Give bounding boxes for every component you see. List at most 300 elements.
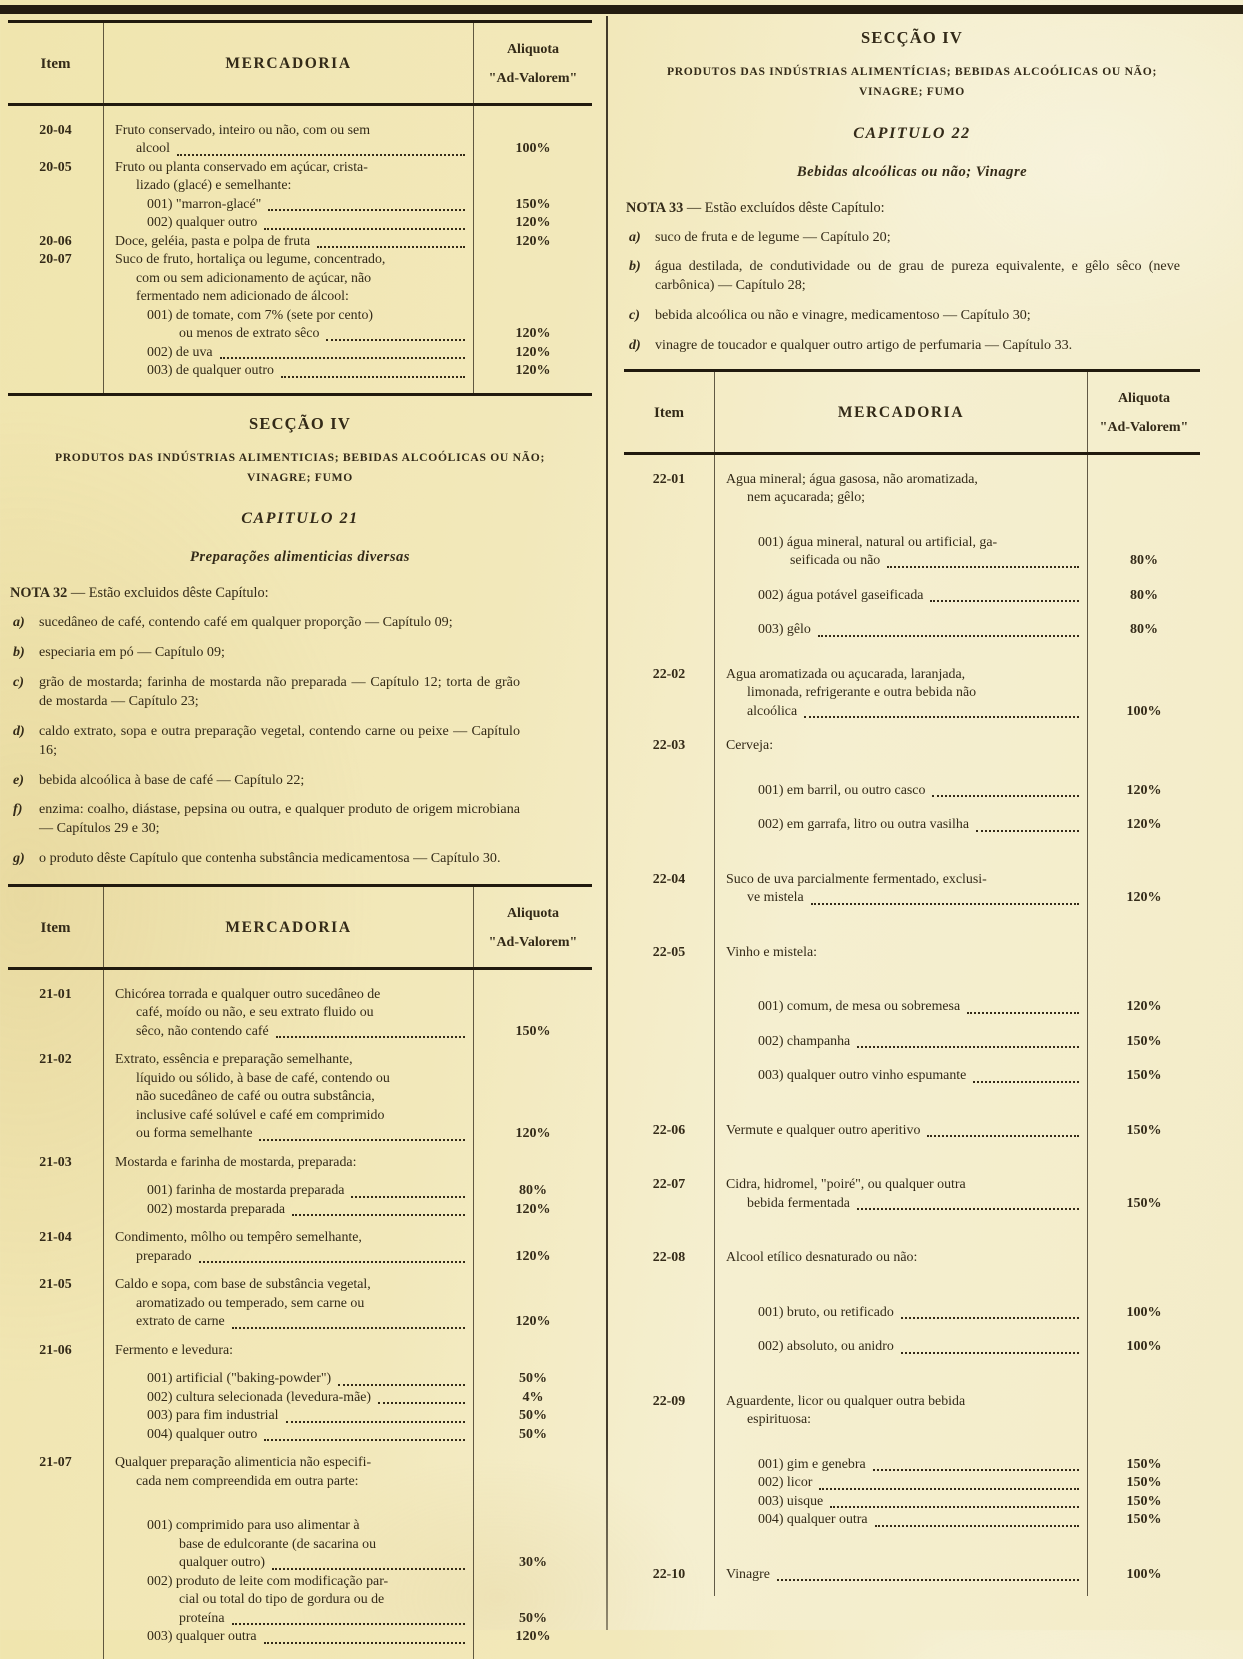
table-row-line — [8, 288, 592, 307]
note-text: suco de fruta e de legume — Capítulo 20; — [655, 228, 891, 245]
mercadoria-text: cial ou total do tipo de gordura ou de — [179, 1592, 385, 1608]
aliquota-value: 150% — [1126, 1195, 1162, 1211]
aliquota-value: 150% — [515, 1023, 551, 1039]
aliquota-value: 100% — [1126, 1304, 1162, 1320]
header-item-label: Item — [40, 55, 71, 72]
exclusion-note — [624, 257, 1180, 295]
dotted-leader — [317, 246, 465, 248]
mercadoria-text: 002) champanha — [714, 1033, 1088, 1052]
item-code: 22-02 — [652, 666, 686, 682]
aliquota-value: 120% — [515, 363, 551, 379]
mercadoria-text: 003) para fim industrial — [103, 1407, 474, 1426]
exclusion-note — [8, 800, 520, 838]
table-row-line — [8, 1407, 592, 1426]
table-row-line — [8, 270, 592, 289]
mercadoria-text: nem açucarada; gêlo; — [747, 490, 866, 506]
dotted-leader — [272, 1568, 465, 1570]
item-code: 21-05 — [39, 1277, 72, 1293]
mercadoria-text: Vermute e qualquer outro aperitivo — [714, 1122, 1088, 1141]
item-code: 20-06 — [39, 233, 72, 249]
table-header — [624, 372, 1200, 455]
table-row-line — [624, 1122, 1200, 1141]
table-row-line — [624, 1338, 1200, 1357]
note-text: vinagre de toucador e qualquer outro artigo de perfumaria — Capítulo 33. — [655, 337, 1073, 354]
aliquota-value: 30% — [519, 1555, 547, 1571]
item-code: 22-10 — [652, 1566, 686, 1582]
mercadoria-text: Extrato, essência e preparação semelhante, — [115, 1052, 353, 1068]
exclusion-note — [8, 849, 520, 868]
table-row-line — [624, 1411, 1200, 1430]
note-intro-text: — Estão excluídos dêste Capítulo: — [686, 199, 885, 216]
header-item-label: Item — [40, 919, 71, 936]
table-row-line — [8, 1051, 592, 1070]
exclusion-notes-list — [624, 228, 1200, 355]
note-text: enzima: coalho, diástase, pepsina ou outra, e qualquer produto de origem microbiana — Capítulos 29 e 30; — [39, 801, 520, 837]
table-row-line — [624, 1067, 1200, 1086]
table-row-line — [624, 998, 1200, 1017]
aliquota-value: 120% — [515, 326, 551, 342]
table-row-line — [8, 1182, 592, 1201]
note-letter: c) — [629, 307, 640, 324]
dotted-leader — [276, 1036, 465, 1038]
note-text: água destilada, de condutividade ou de grau de pureza equivalente, e gêlo sêco (neve carbônica) — Capítulo 28; — [655, 258, 1180, 294]
note-letter: c) — [13, 674, 24, 691]
dotted-leader — [264, 1439, 465, 1441]
chapter-title: CAPITULO 21 — [241, 510, 359, 528]
table-row-line — [8, 1370, 592, 1389]
mercadoria-text: Suco de fruto, hortaliça ou legume, concentrado, — [115, 252, 386, 268]
table-row-line — [8, 1088, 592, 1107]
table-row-line — [624, 1456, 1200, 1475]
section-title: SECÇÃO IV — [860, 28, 964, 47]
mercadoria-text: Condimento, môlho ou tempêro semelhante, — [115, 1230, 362, 1246]
table-row-line — [624, 1033, 1200, 1052]
mercadoria-text: extrato de carne — [103, 1313, 474, 1332]
column-divider-line — [606, 16, 608, 1630]
mercadoria-text: 002) absoluto, ou anidro — [714, 1338, 1088, 1357]
aliquota-value: 150% — [1126, 1068, 1162, 1084]
page-top-rule — [0, 5, 1243, 14]
dotted-leader — [351, 1196, 465, 1198]
aliquota-value: 150% — [1126, 1122, 1162, 1138]
aliquota-value: 150% — [1126, 1475, 1162, 1491]
table-row-line — [8, 1248, 592, 1267]
mercadoria-text: Agua aromatizada ou açucarada, laranjada, — [726, 666, 966, 682]
mercadoria-text: 002) água potável gaseificada — [714, 587, 1088, 606]
table-row-line — [624, 816, 1200, 835]
header-mercadoria-label: MERCADORIA — [837, 404, 965, 422]
table-row-line — [8, 251, 592, 270]
dotted-leader — [264, 1642, 465, 1644]
mercadoria-text: Fruto conservado, inteiro ou não, com ou sem — [115, 122, 370, 138]
dotted-leader — [976, 830, 1079, 832]
column-rule-item — [103, 887, 104, 1659]
exclusion-notes-list — [8, 613, 592, 868]
table-header — [8, 887, 592, 970]
note-letter: b) — [629, 258, 641, 275]
table-row-line — [8, 1107, 592, 1126]
tariff-table-chapter20 — [8, 20, 592, 396]
table-row-line — [8, 122, 592, 141]
item-code: 22-01 — [652, 471, 686, 487]
mercadoria-text: 001) em barril, ou outro casco — [714, 782, 1088, 801]
item-code: 22-06 — [652, 1122, 686, 1138]
aliquota-value: 150% — [1126, 1033, 1162, 1049]
aliquota-value: 120% — [1126, 890, 1162, 906]
note-intro — [624, 200, 1200, 217]
dotted-leader — [830, 1506, 1079, 1508]
table-row-line — [8, 196, 592, 215]
mercadoria-text: 001) bruto, ou retificado — [714, 1304, 1088, 1323]
aliquota-value: 120% — [1126, 817, 1162, 833]
note-letter: a) — [13, 614, 25, 631]
dotted-leader — [286, 1421, 465, 1423]
note-letter: d) — [13, 722, 25, 739]
aliquota-value: 80% — [1130, 622, 1158, 638]
note-number: NOTA 32 — [10, 585, 68, 602]
dotted-leader — [857, 1046, 1079, 1048]
note-text: caldo extrato, sopa e outra preparação vegetal, contendo carne ou peixe — Capítulo 16; — [39, 722, 520, 758]
item-code: 21-04 — [39, 1230, 72, 1246]
mercadoria-text: 003) uisque — [714, 1493, 1088, 1512]
table-row-line — [624, 1249, 1200, 1268]
dotted-leader — [887, 566, 1079, 568]
table-row-line — [8, 1295, 592, 1314]
table-row-line — [8, 1276, 592, 1295]
aliquota-value: 120% — [515, 215, 551, 231]
aliquota-value: 80% — [1130, 553, 1158, 569]
table-row-line — [8, 1454, 592, 1473]
mercadoria-text: Suco de uva parcialmente fermentado, exclusi- — [726, 871, 987, 887]
table-row-line — [624, 552, 1200, 571]
dotted-leader — [901, 1317, 1079, 1319]
dotted-leader — [232, 1623, 465, 1625]
mercadoria-text: Chicórea torrada e qualquer outro sucedâneo de — [115, 986, 381, 1002]
section-title: SECÇÃO IV — [248, 413, 352, 433]
table-row-line — [8, 1125, 592, 1144]
mercadoria-text: 001) comum, de mesa ou sobremesa — [714, 998, 1088, 1017]
dotted-leader — [875, 1525, 1079, 1527]
aliquota-value: 120% — [515, 1314, 551, 1330]
mercadoria-text: 002) mostarda preparada — [103, 1201, 474, 1220]
table-row-line — [624, 1566, 1200, 1585]
mercadoria-text: 001) "marron-glacé" — [103, 196, 474, 215]
mercadoria-text: alcoólica — [714, 703, 1088, 722]
mercadoria-text: Aguardente, licor ou qualquer outra bebida — [726, 1393, 966, 1409]
mercadoria-text: Cidra, hidromel, "poiré", ou qualquer outra — [726, 1177, 966, 1193]
item-code: 22-03 — [652, 738, 686, 754]
mercadoria-text: ou forma semelhante — [103, 1125, 474, 1144]
table-row-line — [624, 1195, 1200, 1214]
table-row-line — [8, 362, 592, 381]
mercadoria-text: qualquer outro) — [103, 1554, 474, 1573]
note-number: NOTA 33 — [626, 199, 684, 216]
table-row-line — [624, 703, 1200, 722]
mercadoria-text: 003) gêlo — [714, 621, 1088, 640]
table-row-line — [624, 871, 1200, 890]
note-text: bebida alcoólica à base de café — Capítulo 22; — [39, 771, 305, 788]
table-row-line — [624, 621, 1200, 640]
section-subtitle-line2: VINAGRE; FUMO — [246, 471, 354, 485]
aliquota-value: 4% — [522, 1389, 544, 1405]
dotted-leader — [932, 795, 1079, 797]
exclusion-note — [624, 306, 1180, 325]
table-row-line — [8, 1201, 592, 1220]
dotted-leader — [268, 209, 465, 211]
table-row-line — [624, 471, 1200, 490]
table-row-line — [8, 1473, 592, 1492]
dotted-leader — [777, 1579, 1079, 1581]
item-code: 20-07 — [39, 252, 72, 268]
mercadoria-text: 003) de qualquer outro — [103, 362, 474, 381]
mercadoria-text: sêco, não contendo café — [103, 1023, 474, 1042]
table-body — [8, 106, 592, 393]
aliquota-value: 50% — [519, 1371, 547, 1387]
dotted-leader — [811, 903, 1079, 905]
right-column — [624, 24, 1200, 1596]
table-row-line — [8, 1342, 592, 1361]
table-row-line — [624, 889, 1200, 908]
header-aliquota-label — [1088, 384, 1200, 443]
mercadoria-text: Alcool etílico desnaturado ou não: — [726, 1250, 918, 1266]
aliquota-value: 150% — [1126, 1456, 1162, 1472]
mercadoria-text: 003) qualquer outra — [103, 1628, 474, 1647]
mercadoria-text: bebida fermentada — [714, 1195, 1088, 1214]
dotted-leader — [927, 1135, 1079, 1137]
table-row-line — [8, 177, 592, 196]
table-row-line — [8, 1591, 592, 1610]
table-row-line — [8, 1070, 592, 1089]
header-item-label: Item — [654, 404, 684, 421]
note-intro-text: — Estão excluidos dêste Capítulo: — [70, 585, 269, 602]
dotted-leader — [967, 1012, 1079, 1014]
mercadoria-text: Caldo e sopa, com base de substância vegetal, — [115, 1277, 371, 1293]
dotted-leader — [804, 716, 1079, 718]
item-code: 22-07 — [652, 1177, 686, 1193]
aliquota-value: 100% — [515, 141, 551, 157]
dotted-leader — [338, 1384, 465, 1386]
mercadoria-text: Mostarda e farinha de mostarda, preparada: — [115, 1154, 357, 1170]
table-row-line — [8, 1313, 592, 1332]
table-row-line — [624, 944, 1200, 963]
item-code: 21-02 — [39, 1052, 72, 1068]
mercadoria-text: proteína — [103, 1610, 474, 1629]
table-row-line — [8, 1389, 592, 1408]
mercadoria-text: 001) gim e genebra — [714, 1456, 1088, 1475]
item-code: 21-07 — [39, 1455, 72, 1471]
item-code: 22-09 — [652, 1393, 686, 1409]
table-row-line — [624, 1511, 1200, 1530]
header-aliquota-line1: Aliquota — [506, 42, 560, 57]
mercadoria-text: 002) cultura selecionada (levedura-mãe) — [103, 1389, 474, 1408]
aliquota-value: 120% — [515, 344, 551, 360]
mercadoria-text: Fruto ou planta conservado em açúcar, crista- — [115, 159, 368, 175]
mercadoria-text: com ou sem adicionamento de açúcar, não — [136, 270, 372, 286]
table-row-line — [624, 1474, 1200, 1493]
table-body — [624, 455, 1200, 1597]
note-letter: f) — [13, 801, 23, 818]
mercadoria-text: 001) farinha de mostarda preparada — [103, 1182, 474, 1201]
header-aliquota-line2: "Ad-Valorem" — [488, 935, 578, 951]
dotted-leader — [220, 357, 465, 359]
note-text: o produto dêste Capítulo que contenha substância medicamentosa — Capítulo 30. — [39, 850, 501, 867]
aliquota-value: 150% — [1126, 1512, 1162, 1528]
mercadoria-text: 001) de tomate, com 7% (sete por cento) — [147, 307, 374, 323]
aliquota-value: 150% — [515, 196, 551, 212]
section-subtitle-line1: PRODUTOS DAS INDÚSTRIAS ALIMENTÍCIAS; BEBIDAS ALCOÓLICAS OU NÃO; — [666, 65, 1158, 78]
mercadoria-text: lizado (glacé) e semelhante: — [136, 178, 292, 194]
table-row-line — [624, 1176, 1200, 1195]
table-row-line — [8, 344, 592, 363]
note-text: sucedâneo de café, contendo café em qualquer proporção — Capítulo 09; — [39, 614, 453, 631]
exclusion-note — [8, 613, 520, 632]
dotted-leader — [292, 1214, 465, 1216]
table-row-line — [8, 1154, 592, 1173]
dotted-leader — [818, 635, 1079, 637]
mercadoria-text: líquido ou sólido, à base de café, contendo ou — [136, 1070, 390, 1086]
note-letter: d) — [629, 337, 641, 354]
exclusion-note — [624, 336, 1180, 355]
dotted-leader — [264, 228, 465, 230]
chapter-title: CAPITULO 22 — [853, 124, 971, 142]
mercadoria-text: preparado — [103, 1248, 474, 1267]
note-intro — [8, 585, 592, 602]
table-row-line — [624, 666, 1200, 685]
table-row-line — [624, 684, 1200, 703]
column-rule-item — [103, 23, 104, 393]
mercadoria-text: Vinho e mistela: — [726, 944, 817, 960]
item-code: 21-06 — [39, 1342, 72, 1358]
aliquota-value: 100% — [1126, 703, 1162, 719]
dotted-leader — [857, 1208, 1079, 1210]
aliquota-value: 120% — [515, 1201, 551, 1217]
mercadoria-text: fermentado nem adicionado de álcool: — [136, 289, 349, 305]
dotted-leader — [199, 1261, 465, 1263]
mercadoria-text: café, moído ou não, e seu extrato fluido ou — [136, 1005, 374, 1021]
table-row-line — [8, 1554, 592, 1573]
aliquota-value: 50% — [519, 1426, 547, 1442]
table-header — [8, 23, 592, 106]
table-row-line — [8, 159, 592, 178]
section-subtitle-line2: VINAGRE; FUMO — [858, 85, 966, 99]
table-row-line — [624, 1493, 1200, 1512]
aliquota-value: 80% — [1130, 587, 1158, 603]
dotted-leader — [177, 154, 465, 156]
mercadoria-text: limonada, refrigerante e outra bebida não — [747, 685, 977, 701]
table-row-line — [8, 1426, 592, 1445]
table-row-line — [8, 1229, 592, 1248]
mercadoria-text: base de edulcorante (de sacarina ou — [179, 1536, 377, 1552]
mercadoria-text: aromatizado ou temperado, sem carne ou — [136, 1295, 365, 1311]
table-row-line — [8, 1610, 592, 1629]
mercadoria-text: Fermento e levedura: — [115, 1342, 234, 1358]
exclusion-note — [624, 228, 1180, 247]
header-aliquota-label — [474, 899, 592, 958]
exclusion-note — [8, 722, 520, 760]
mercadoria-text: Qualquer preparação alimenticia não especifi- — [115, 1455, 372, 1471]
aliquota-value: 120% — [515, 1126, 551, 1142]
section-subtitle-line1: PRODUTOS DAS INDÚSTRIAS ALIMENTICIAS; BEBIDAS ALCOÓLICAS OU NÃO; — [54, 450, 546, 464]
exclusion-note — [8, 771, 520, 790]
note-text: grão de mostarda; farinha de mostarda não preparada — Capítulo 12; torta de grão de mostarda — Capítulo 23; — [39, 674, 520, 709]
table-row-line — [624, 534, 1200, 553]
aliquota-value: 100% — [1126, 1339, 1162, 1355]
exclusion-note — [8, 673, 520, 711]
aliquota-value: 80% — [519, 1183, 547, 1199]
mercadoria-text: Cerveja: — [726, 738, 774, 754]
table-row-line — [624, 737, 1200, 756]
left-column — [8, 20, 592, 1659]
section-heading-capitulo22 — [624, 28, 1200, 355]
aliquota-value: 120% — [1126, 999, 1162, 1015]
column-rule-aliquota — [473, 23, 474, 393]
chapter-subtitle: Preparações alimenticias diversas — [190, 549, 410, 566]
mercadoria-text: 002) de uva — [103, 344, 474, 363]
table-row-line — [624, 489, 1200, 508]
note-letter: a) — [629, 228, 641, 245]
aliquota-value: 100% — [1126, 1566, 1162, 1582]
mercadoria-text: Vinagre — [714, 1566, 1088, 1585]
note-letter: e) — [13, 771, 24, 788]
mercadoria-text: alcool — [103, 140, 474, 159]
table-row-line — [8, 1536, 592, 1555]
table-row-line — [624, 782, 1200, 801]
table-row-line — [8, 325, 592, 344]
header-aliquota-line2: "Ad-Valorem" — [488, 71, 578, 87]
table-row-line — [8, 140, 592, 159]
dotted-leader — [873, 1469, 1079, 1471]
section-subtitle — [624, 62, 1200, 103]
mercadoria-text: 004) qualquer outro — [103, 1426, 474, 1445]
item-code: 21-03 — [39, 1154, 72, 1170]
item-code: 22-08 — [652, 1250, 686, 1266]
dotted-leader — [259, 1139, 465, 1141]
section-heading-capitulo21 — [8, 414, 592, 868]
mercadoria-text: Doce, geléia, pasta e polpa de fruta — [103, 233, 474, 252]
item-code: 20-04 — [39, 122, 72, 138]
header-mercadoria-label: MERCADORIA — [225, 55, 352, 73]
mercadoria-text: 001) artificial ("baking-powder") — [103, 1370, 474, 1389]
mercadoria-text: não sucedâneo de café ou outra substância, — [136, 1089, 375, 1105]
dotted-leader — [901, 1352, 1079, 1354]
dotted-leader — [973, 1081, 1079, 1083]
mercadoria-text: inclusive café solúvel e café em comprimido — [136, 1107, 385, 1123]
mercadoria-text: 002) produto de leite com modificação par- — [147, 1573, 389, 1589]
table-row-line — [624, 587, 1200, 606]
note-text: especiaria em pó — Capítulo 09; — [39, 644, 225, 661]
mercadoria-text: ve mistela — [714, 889, 1088, 908]
header-aliquota-line1: Aliquota — [506, 906, 560, 922]
dotted-leader — [326, 339, 465, 341]
aliquota-value: 150% — [1126, 1493, 1162, 1509]
aliquota-value: 120% — [515, 233, 551, 249]
table-row-line — [8, 986, 592, 1005]
mercadoria-text: 003) qualquer outro vinho espumante — [714, 1067, 1088, 1086]
item-code: 20-05 — [39, 159, 72, 175]
column-rule-item — [714, 372, 715, 1596]
table-row-line — [8, 1517, 592, 1536]
table-row-line — [8, 1628, 592, 1647]
mercadoria-text: 001) água mineral, natural ou artificial, ga- — [758, 534, 998, 550]
header-aliquota-label — [474, 35, 592, 94]
table-row-line — [8, 214, 592, 233]
note-letter: g) — [13, 850, 25, 867]
header-aliquota-line1: Aliquota — [1117, 390, 1171, 406]
aliquota-value: 120% — [515, 1629, 551, 1645]
mercadoria-text: cada nem compreendida em outra parte: — [136, 1473, 359, 1489]
mercadoria-text: espirituosa: — [747, 1412, 812, 1428]
header-aliquota-line2: "Ad-Valorem" — [1099, 420, 1189, 436]
